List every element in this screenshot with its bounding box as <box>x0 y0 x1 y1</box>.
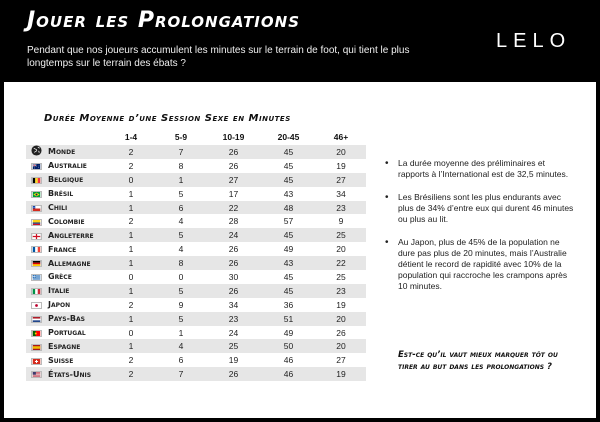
value-cell: 0 <box>128 271 134 282</box>
brand-logo: LELO <box>496 30 572 52</box>
value-cell: 45 <box>283 271 294 282</box>
value-cell: 26 <box>206 284 261 298</box>
value-cell: 1 <box>106 256 156 270</box>
value-cell: 45 <box>261 145 316 159</box>
value-cell: 26 <box>336 327 346 338</box>
column-header: 1-4 <box>124 132 138 142</box>
value-cell: 36 <box>283 299 294 310</box>
page-subtitle: Pendant que nos joueurs accumulent les minutes sur le terrain de foot, qui tient le plus longtemps sur le terrain des ébats ? <box>27 45 410 69</box>
value-cell: 5 <box>156 284 206 298</box>
value-cell: 46 <box>261 367 316 381</box>
value-cell: 2 <box>106 367 156 381</box>
value-cell: 25 <box>316 228 366 242</box>
value-cell: 4 <box>156 339 206 353</box>
country-name: Allemagne <box>46 256 106 270</box>
value-cell: 9 <box>178 299 184 310</box>
column-header: 10-19 <box>222 132 245 142</box>
value-cell: 51 <box>261 312 316 326</box>
value-cell: 48 <box>261 201 316 215</box>
value-cell: 6 <box>178 355 184 366</box>
value-cell: 25 <box>206 339 261 353</box>
value-cell: 45 <box>261 284 316 298</box>
column-header: 20-45 <box>277 132 300 142</box>
value-cell: 1 <box>128 244 134 255</box>
value-cell: 0 <box>128 327 134 338</box>
value-cell: 17 <box>228 188 239 199</box>
country-name: Colombie <box>48 216 85 226</box>
country-name: Espagne <box>46 339 106 353</box>
value-cell: 2 <box>106 145 156 159</box>
value-cell: 45 <box>283 160 294 171</box>
value-cell: 27 <box>316 173 366 187</box>
value-cell: 23 <box>316 201 366 215</box>
value-cell: 49 <box>283 327 294 338</box>
value-cell: 23 <box>206 312 261 326</box>
note-item: • La durée moyenne des préliminaires et rapports à l’International est de 32,5 minutes. <box>385 158 575 180</box>
value-cell: 1 <box>106 228 156 242</box>
value-cell: 27 <box>336 355 346 366</box>
value-cell: 20 <box>316 339 366 353</box>
value-cell: 19 <box>336 299 346 310</box>
value-cell: 1 <box>156 173 206 187</box>
closing-question: Est-ce qu’il vaut mieux marquer tôt ou tirer au but dans les prolongations ? <box>398 350 558 372</box>
country-name: Angleterre <box>46 228 106 242</box>
value-cell: 9 <box>338 216 344 227</box>
country-name: États-Unis <box>46 367 106 381</box>
value-cell: 20 <box>316 312 366 326</box>
value-cell: 5 <box>156 228 206 242</box>
value-cell: 57 <box>283 216 294 227</box>
country-name: Australie <box>48 161 87 171</box>
value-cell: 5 <box>178 188 184 199</box>
value-cell: 45 <box>261 228 316 242</box>
value-cell: 5 <box>156 312 206 326</box>
value-cell: 50 <box>261 339 316 353</box>
value-cell: 1 <box>106 201 156 215</box>
value-cell: 20 <box>336 244 346 255</box>
value-cell: 26 <box>206 256 261 270</box>
value-cell: 8 <box>156 256 206 270</box>
value-cell: 34 <box>228 299 239 310</box>
country-name: Japon <box>48 300 71 310</box>
column-header: 46+ <box>333 132 349 142</box>
value-cell: 4 <box>178 216 184 227</box>
value-cell: 26 <box>228 244 239 255</box>
table-title: Durée Moyenne d’une Session Sexe en Minutes <box>44 113 291 124</box>
country-name: Portugal <box>48 328 86 338</box>
value-cell: 26 <box>206 367 261 381</box>
value-cell: 19 <box>316 367 366 381</box>
country-name: Grèce <box>48 272 72 282</box>
value-cell: 45 <box>261 173 316 187</box>
country-name: Pays-Bas <box>46 312 106 326</box>
country-name: Chili <box>46 201 106 215</box>
value-cell: 30 <box>228 271 239 282</box>
value-cell: 0 <box>178 271 184 282</box>
value-cell: 23 <box>316 284 366 298</box>
value-cell: 20 <box>316 145 366 159</box>
value-cell: 22 <box>316 256 366 270</box>
value-cell: 6 <box>156 201 206 215</box>
value-cell: 1 <box>106 284 156 298</box>
value-cell: 19 <box>336 160 346 171</box>
value-cell: 0 <box>106 173 156 187</box>
value-cell: 7 <box>156 367 206 381</box>
value-cell: 19 <box>228 355 239 366</box>
page-title: Jouer les Prolongations <box>27 8 301 33</box>
value-cell: 27 <box>206 173 261 187</box>
value-cell: 46 <box>283 355 294 366</box>
value-cell: 22 <box>206 201 261 215</box>
note-item: • Au Japon, plus de 45% de la population ne dure pas plus de 20 minutes, mais l’Australie détient le record de rapidité avec 10% de la population qui raccroche les crampons après 10 minutes. <box>385 237 575 292</box>
value-cell: 1 <box>106 312 156 326</box>
column-header: 5-9 <box>174 132 188 142</box>
value-cell: 2 <box>128 299 134 310</box>
country-name: Brésil <box>48 189 74 199</box>
country-name: Belgique <box>46 173 106 187</box>
value-cell: 43 <box>283 188 294 199</box>
value-cell: 26 <box>206 145 261 159</box>
country-name: Monde <box>46 145 106 159</box>
value-cell: 4 <box>178 244 184 255</box>
value-cell: 1 <box>106 339 156 353</box>
country-name: Italie <box>46 284 106 298</box>
country-name: France <box>48 244 77 254</box>
value-cell: 25 <box>336 271 346 282</box>
value-cell: 26 <box>228 160 239 171</box>
value-cell: 28 <box>228 216 239 227</box>
value-cell: 2 <box>128 160 134 171</box>
country-name: Suisse <box>48 355 74 365</box>
value-cell: 49 <box>283 244 294 255</box>
value-cell: 2 <box>128 355 134 366</box>
value-cell: 1 <box>178 327 184 338</box>
value-cell: 2 <box>128 216 134 227</box>
value-cell: 24 <box>206 228 261 242</box>
note-item: • Les Brésiliens sont les plus endurants avec plus de 34% d’entre eux qui durent 46 minutes ou plus au lit. <box>385 192 575 225</box>
value-cell: 8 <box>178 160 184 171</box>
value-cell: 24 <box>228 327 239 338</box>
value-cell: 43 <box>261 256 316 270</box>
value-cell: 7 <box>156 145 206 159</box>
value-cell: 34 <box>336 188 346 199</box>
value-cell: 1 <box>128 188 134 199</box>
